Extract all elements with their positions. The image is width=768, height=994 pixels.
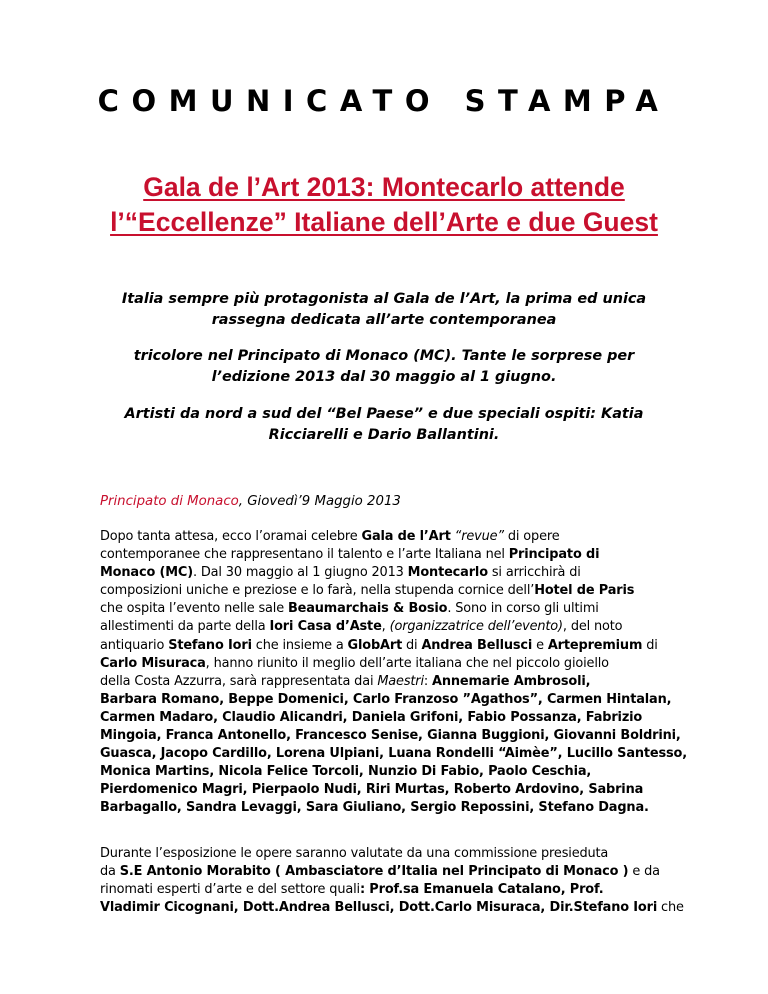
- text-run: che: [657, 900, 684, 916]
- body-line: [100, 600, 700, 618]
- body-line: [100, 637, 700, 655]
- text-run: rinomati esperti d’arte e del settore quali: [100, 882, 360, 898]
- body-line: [100, 709, 700, 727]
- text-run: Iori Casa d’Aste: [269, 619, 382, 635]
- text-run: Carmen Madaro, Claudio Alicandri, Daniela Grifoni, Fabio Possanza, Fabrizio: [100, 709, 643, 725]
- text-run: Guasca, Jacopo Cardillo, Lorena Ulpiani, Luana Rondelli “Aimèe”, Lucillo Santesso,: [100, 746, 688, 762]
- text-run: antiquario: [100, 637, 169, 653]
- body-paragraph-1: [100, 528, 700, 818]
- text-run: che insieme a: [251, 637, 348, 653]
- text-run: Monaco (MC): [100, 565, 193, 581]
- subtitle-paragraph-3: [90, 404, 678, 446]
- body-line: [100, 845, 700, 863]
- subtitle-line: Artisti da nord a sud del “Bel Paese” e due speciali ospiti: Katia: [124, 406, 644, 422]
- text-run: di opere: [503, 529, 560, 544]
- text-run: Hotel de Paris: [534, 583, 635, 599]
- text-run: : Prof.sa Emanuela Catalano, Prof.: [359, 882, 604, 898]
- text-run: Pierdomenico Magri, Pierpaolo Nudi, Riri Murtas, Roberto Ardovino, Sabrina: [100, 782, 644, 798]
- text-run: Principato di: [508, 547, 600, 563]
- text-run: contemporanee che rappresentano il talento e l’arte Italiana nel: [100, 547, 509, 563]
- text-run: ,: [381, 619, 390, 635]
- body-paragraph-2: [100, 845, 700, 917]
- body-line: [100, 863, 700, 881]
- body-line: [100, 618, 700, 636]
- text-run: Dopo tanta attesa, ecco l’oramai celebre: [100, 529, 362, 544]
- text-run: Montecarlo: [407, 565, 488, 581]
- body-line: [100, 727, 700, 745]
- text-run: che ospita l’evento nelle sale: [100, 601, 288, 617]
- text-run: . Sono in corso gli ultimi: [447, 601, 599, 617]
- dateline: [100, 494, 401, 509]
- text-run: da: [100, 864, 120, 880]
- subtitle-line: Italia sempre più protagonista al Gala de l’Art, la prima ed unica: [121, 291, 647, 307]
- text-run: Maestri: [377, 673, 424, 689]
- text-run: della Costa Azzurra, sarà rappresentata dai: [100, 673, 378, 689]
- subtitle-paragraph-2: [90, 346, 678, 388]
- text-run: Barbara Romano, Beppe Domenici, Carlo Franzoso ”Agathos”, Carmen Hintalan,: [100, 691, 672, 707]
- text-run: S.E Antonio Morabito ( Ambasciatore d’Italia nel Principato di Monaco ): [119, 864, 629, 880]
- subtitle-line: l’edizione 2013 dal 30 maggio al 1 giugno.: [211, 369, 557, 385]
- text-run: Artepremium: [547, 637, 643, 653]
- text-run: GlobArt: [347, 637, 403, 653]
- text-run: “revue”: [450, 529, 504, 544]
- dateline-place: Principato di Monaco: [100, 494, 239, 509]
- text-run: , del noto: [562, 619, 623, 635]
- body-line: [100, 546, 700, 564]
- text-run: , hanno riunito il meglio dell’arte italiana che nel piccolo gioiello: [205, 655, 609, 671]
- title-line-2: l’“Eccellenze” Italiane dell’Arte e due Guest: [110, 207, 658, 237]
- dateline-date: , Giovedì’9 Maggio 2013: [238, 494, 401, 509]
- text-run: e da: [628, 864, 660, 880]
- text-run: e: [532, 637, 548, 653]
- subtitle-line: Ricciarelli e Dario Ballantini.: [268, 427, 500, 443]
- body-line: [100, 899, 700, 917]
- body-line: [100, 799, 700, 817]
- text-run: (organizzatrice dell’evento): [389, 619, 563, 635]
- text-run: di: [402, 637, 422, 653]
- body-line: [100, 564, 700, 582]
- body-line: [100, 781, 700, 799]
- body-line: [100, 745, 700, 763]
- text-run: Carlo Misuraca: [100, 655, 206, 671]
- text-run: . Dal 30 maggio al 1 giugno 2013: [192, 565, 408, 581]
- body-line: [100, 655, 700, 673]
- subtitle-line: rassegna dedicata all’arte contemporanea: [211, 312, 557, 328]
- text-run: Durante l’esposizione le opere saranno valutate da una commissione presieduta: [100, 846, 609, 861]
- text-run: allestimenti da parte della: [100, 619, 270, 635]
- title-line-1: Gala de l’Art 2013: Montecarlo attende: [143, 172, 625, 202]
- body-line: [100, 881, 700, 899]
- text-run: Annemarie Ambrosoli,: [432, 673, 591, 689]
- subtitle-paragraph-1: [90, 289, 678, 331]
- text-run: composizioni uniche e preziose e lo farà, nella stupenda cornice dell’: [100, 583, 535, 599]
- text-run: Barbagallo, Sandra Levaggi, Sara Giuliano, Sergio Repossini, Stefano Dagna.: [100, 800, 649, 816]
- body-line: [100, 582, 700, 600]
- text-run: :: [423, 673, 433, 689]
- text-run: Vladimir Cicognani, Dott.Andrea Bellusci, Dott.Carlo Misuraca, Dir.Stefano Iori: [100, 900, 658, 916]
- text-run: Andrea Bellusci: [421, 637, 533, 653]
- page-heading: COMUNICATO STAMPA: [97, 84, 671, 118]
- press-release-title: [0, 170, 768, 240]
- text-run: Stefano Iori: [168, 637, 252, 653]
- text-run: di: [642, 637, 658, 653]
- text-run: Monica Martins, Nicola Felice Torcoli, Nunzio Di Fabio, Paolo Ceschia,: [100, 764, 592, 780]
- text-run: Gala de l’Art: [361, 529, 451, 544]
- text-run: si arricchirà di: [487, 565, 581, 581]
- body-line: [100, 763, 700, 781]
- body-line: [100, 691, 700, 709]
- subtitle-line: tricolore nel Principato di Monaco (MC). Tante le sorprese per: [133, 348, 635, 364]
- text-run: Mingoia, Franca Antonello, Francesco Senise, Gianna Buggioni, Giovanni Boldrini,: [100, 728, 681, 744]
- body-line: [100, 673, 700, 691]
- body-line: [100, 528, 700, 546]
- text-run: Beaumarchais & Bosio: [287, 601, 448, 617]
